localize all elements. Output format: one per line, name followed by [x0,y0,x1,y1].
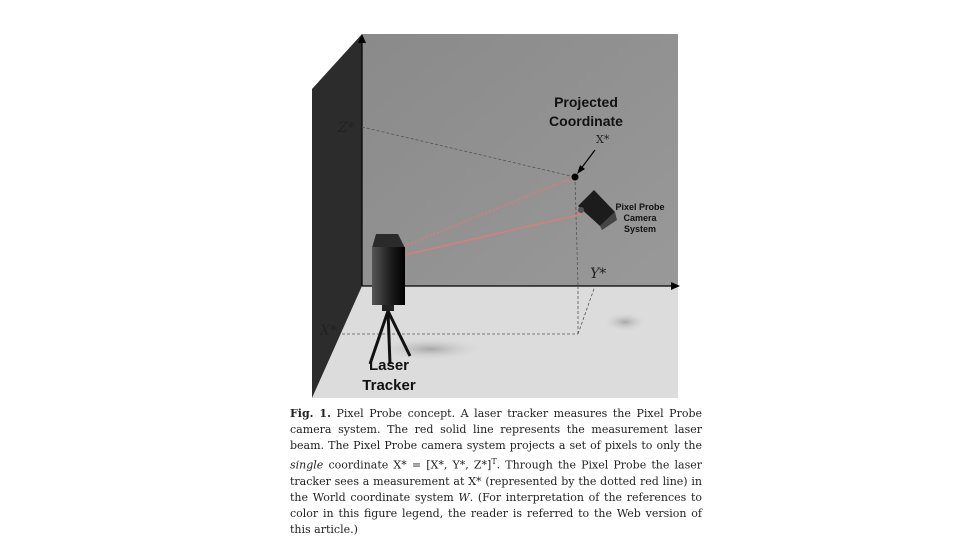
laser-tracker [370,234,410,364]
projected-label-line1: Projected [554,94,618,110]
pixel-probe-label-line2: Camera [623,213,657,223]
z-axis-label: Z* [338,120,355,136]
pixel-probe-label-line3: System [623,224,657,234]
caption-fig-label: Fig. 1. [290,407,331,420]
laser-label-line1: Laser [368,357,410,374]
figure-illustration [310,34,680,400]
caption-text-2: coordinate X* = [X*, Y*, Z*] [323,458,492,472]
caption-text-1: Pixel Probe concept. A laser tracker measures the Pixel Probe camera system. The red solid line represents the measurement laser beam. The Pixel Probe camera system projects a set of pixels to only the [290,407,702,452]
figure-caption [290,406,702,538]
caption-single: single [290,458,324,472]
projected-label-line2: Coordinate [549,113,623,129]
back-wall [362,34,678,286]
x-axis-label: X* [320,323,337,339]
caption-text-4: . (For interpretation of the references to color in this figure legend, the reader is referred to the Web version of this article.) [290,490,702,536]
y-axis-label: Y* [590,266,607,282]
caption-w: W [458,490,470,504]
camera-shadow [603,312,647,332]
caption-text-3: . Through the Pixel Probe the laser tracker sees a measurement at X* (represented by the dotted red line) in the World coordinate system [290,458,702,504]
x-star-point-label: X* [596,133,610,146]
caption-sup-t: T [491,457,497,466]
pixel-probe-figure [310,34,680,400]
laser-label-line2: Tracker [362,377,416,394]
pixel-probe-label-line1: Pixel Probe [615,202,665,212]
projected-point [572,174,579,181]
